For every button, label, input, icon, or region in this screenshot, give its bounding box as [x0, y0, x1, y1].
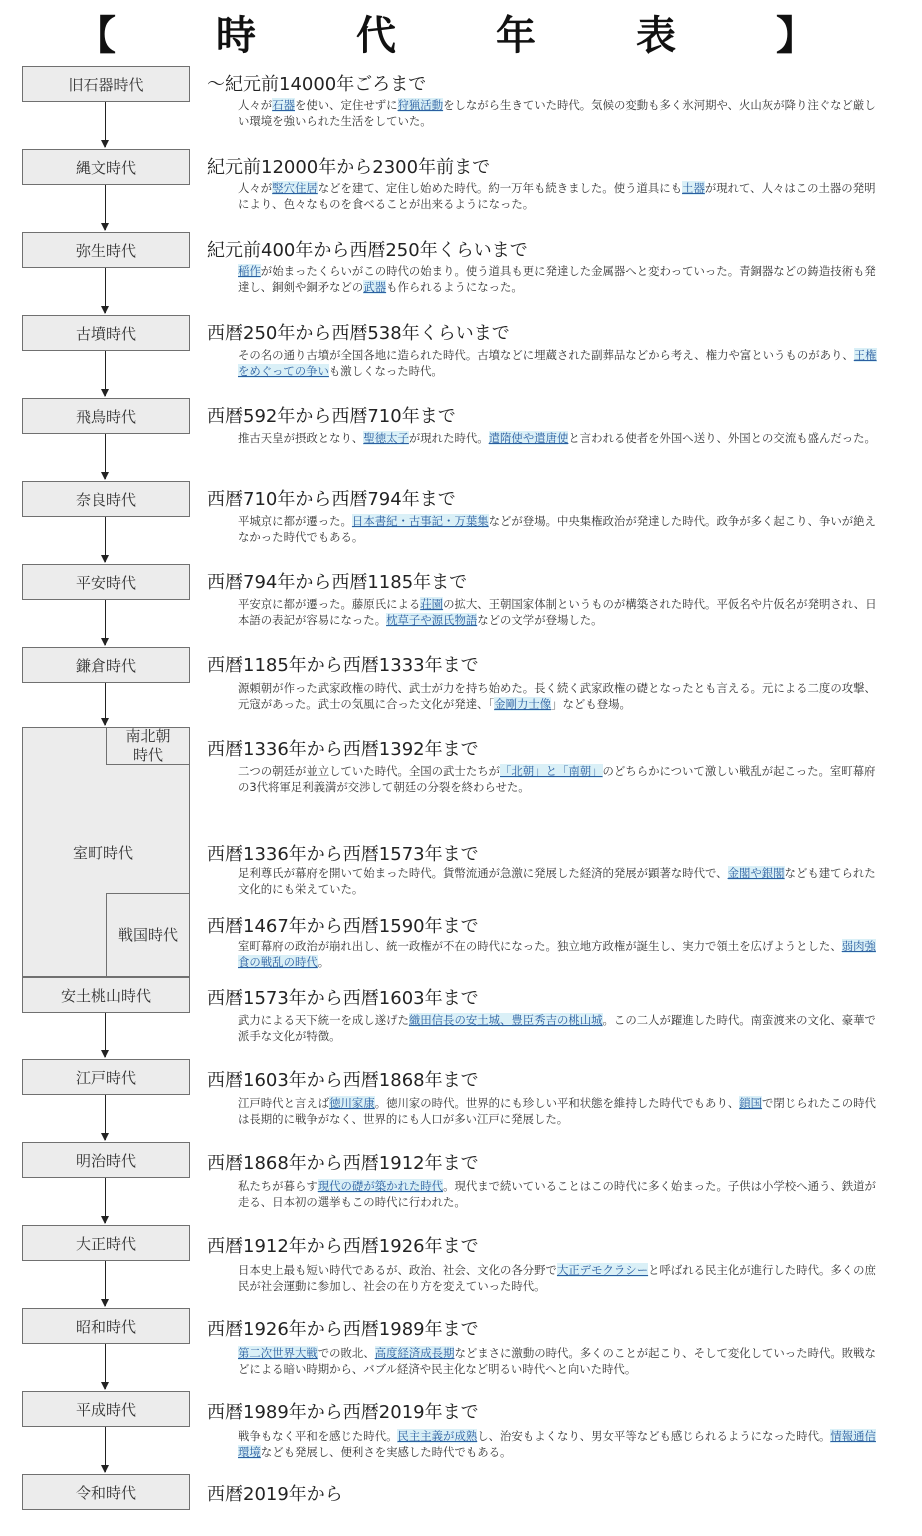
era-description-yayoi [238, 263, 878, 295]
keyword-link[interactable]: 鎖国 [739, 1096, 763, 1110]
era-name: 南北朝 時代 [125, 727, 171, 764]
era-description-edo [238, 1095, 878, 1127]
desc-text: をしながら生きていた時代。気候の変動も多く氷河期や、火山灰が降り注ぐなど厳しい環境を強いられた生活をしていた。 [238, 98, 876, 128]
era-name: 縄文時代 [75, 158, 136, 177]
desc-text: が現れて、人々はこの土器の発明により、色々なものを食べることが出来るようになった。 [238, 181, 876, 211]
era-name: 古墳時代 [75, 324, 136, 343]
era-description-paleolithic [238, 97, 878, 129]
era-description-azuchi-momoyama [238, 1012, 878, 1044]
era-description-kamakura [238, 680, 878, 712]
era-box-kofun [22, 315, 190, 351]
desc-text: も作られるようになった。 [386, 280, 523, 294]
flow-arrow [105, 268, 106, 313]
era-period-azuchi-momoyama: 西暦1573年から西暦1603年まで [207, 988, 479, 1009]
desc-text: が現れた時代。 [408, 431, 489, 445]
era-period-asuka: 西暦592年から西暦710年まで [207, 406, 456, 427]
era-box-edo [22, 1059, 190, 1095]
desc-text: などを建て、定住し始めた時代。約一万年も続きました。使う道具にも [317, 181, 683, 195]
era-box-jomon [22, 149, 190, 185]
era-description-heian [238, 596, 878, 628]
era-period-jomon: 紀元前12000年から2300年前まで [207, 157, 491, 178]
desc-text: 源頼朝が作った武家政権の時代、武士が力を持ち始めた。長く続く武家政権の礎となったとも言える。元による二度の攻撃、元寇があった。武士の気風に合った文化が発達、「 [238, 681, 876, 711]
desc-text: 。 [317, 955, 330, 969]
desc-text: 私たちが暮らす [238, 1179, 318, 1193]
era-period-showa: 西暦1926年から西暦1989年まで [207, 1319, 479, 1340]
keyword-link[interactable]: 狩猟活動 [397, 98, 444, 112]
flow-arrow [105, 517, 106, 562]
keyword-link[interactable]: 武器 [363, 280, 387, 294]
era-box-yayoi [22, 232, 190, 268]
era-name: 奈良時代 [75, 490, 136, 509]
era-period-yayoi: 紀元前400年から西暦250年くらいまで [207, 240, 528, 261]
era-box-heisei [22, 1391, 190, 1427]
era-name: 平成時代 [75, 1400, 136, 1419]
desc-text: し、治安もよくなり、男女平等なども感じられるようになった時代。 [477, 1429, 831, 1443]
era-description-kofun [238, 347, 878, 379]
desc-text: 二つの朝廷が並立していた時代。全国の武士たちが [238, 764, 500, 778]
desc-text: 。この二人が躍進した時代。南蛮渡来の文化、豪華で派手な文化が特徴。 [238, 1013, 876, 1043]
flow-arrow [105, 434, 106, 479]
desc-text: 。現代まで続いていることはこの時代に多く始まった。子供は小学校へ通う、鉄道が走る、日本初の選挙もこの時代に行われた。 [238, 1179, 876, 1209]
keyword-link[interactable]: 王権をめぐっての争い [238, 348, 877, 378]
keyword-link[interactable]: 徳川家康 [329, 1096, 375, 1110]
keyword-link[interactable]: 現代の礎が築かれた時代 [317, 1179, 444, 1193]
flow-arrow [105, 1344, 106, 1389]
desc-text: を使い、定住せずに [294, 98, 398, 112]
era-box-heian [22, 564, 190, 600]
era-period-taisho: 西暦1912年から西暦1926年まで [207, 1236, 479, 1257]
desc-text: などの文学が登場した。 [477, 613, 603, 627]
keyword-link[interactable]: 土器 [682, 181, 705, 195]
flow-arrow [105, 185, 106, 230]
keyword-link[interactable]: 聖徳太子 [363, 431, 409, 445]
desc-text: 平安京に都が遷った。藤原氏による [238, 597, 421, 611]
era-name: 鎌倉時代 [75, 656, 136, 675]
keyword-link[interactable]: 金剛力士像 [494, 697, 552, 711]
era-name: 室町時代 [73, 843, 134, 862]
desc-text: のどちらかについて激しい戦乱が起こった。室町幕府の3代将軍足利義満が交渉して朝廷の分裂を終わらせた。 [238, 764, 876, 794]
era-description-jomon [238, 180, 878, 212]
desc-text: 江戸時代と言えば [238, 1096, 330, 1110]
desc-text: 」なども登場。 [551, 697, 631, 711]
desc-text: 武力による天下統一を成し遂げた [238, 1013, 409, 1027]
era-period-meiji: 西暦1868年から西暦1912年まで [207, 1153, 479, 1174]
keyword-link[interactable]: 稲作 [238, 264, 261, 278]
era-period-reiwa: 西暦2019年から [207, 1484, 343, 1505]
era-description-nara [238, 513, 878, 545]
flow-arrow [105, 102, 106, 147]
era-period-heian: 西暦794年から西暦1185年まで [207, 572, 468, 593]
keyword-link[interactable]: 情報通信環境 [238, 1429, 876, 1459]
keyword-link[interactable]: 弱肉強食の戦乱の時代 [238, 939, 876, 969]
desc-text: 推古天皇が摂政となり、 [238, 431, 364, 445]
keyword-link[interactable]: 民主主義が成熟 [397, 1429, 478, 1443]
era-period-heisei: 西暦1989年から西暦2019年まで [207, 1402, 479, 1423]
era-name: 昭和時代 [75, 1317, 136, 1336]
desc-text: と言われる使者を外国へ送り、外国との交流も盛んだった。 [568, 431, 876, 445]
keyword-link[interactable]: 枕草子や源氏物語 [386, 613, 478, 627]
era-period-edo: 西暦1603年から西暦1868年まで [207, 1070, 479, 1091]
desc-text: などが登場。中央集権政治が発達した時代。政争が多く起こり、争いが絶えなかった時代でもある。 [238, 514, 876, 544]
desc-text: 室町幕府の政治が崩れ出し、統一政権が不在の時代になった。独立地方政権が誕生し、実力で領土を広げようとした、 [238, 939, 842, 953]
keyword-link[interactable]: 織田信長の安土城、豊臣秀吉の桃山城 [408, 1013, 603, 1027]
flow-arrow [105, 1427, 106, 1472]
era-name: 安土桃山時代 [60, 986, 151, 1005]
page-title: 【 時 代 年 表 】 [76, 12, 846, 59]
keyword-link[interactable]: 石器 [272, 98, 295, 112]
era-box-asuka [22, 398, 190, 434]
desc-text: と呼ばれる民主化が進行した時代。多くの庶民が社会運動に参加し、社会の在り方を変えていった時代。 [238, 1263, 876, 1293]
era-box-meiji [22, 1142, 190, 1178]
era-period-nara: 西暦710年から西暦794年まで [207, 489, 456, 510]
desc-text: での敗北、 [317, 1346, 375, 1360]
era-box-sengoku [106, 893, 190, 977]
flow-arrow [105, 351, 106, 396]
keyword-link[interactable]: 「北朝」と「南朝」 [500, 764, 603, 778]
era-period-kofun: 西暦250年から西暦538年くらいまで [207, 323, 510, 344]
era-box-kamakura [22, 647, 190, 683]
era-name: 飛鳥時代 [75, 407, 136, 426]
era-name: 弥生時代 [75, 241, 136, 260]
desc-text: 日本史上最も短い時代であるが、政治、社会、文化の各分野で [238, 1263, 557, 1277]
desc-text: などまさに激動の時代。多くのことが起こり、そして変化していった時代。敗戦などによる暗い時期から、バブル経済や民主化など明るい時代へと向いた時代。 [238, 1346, 876, 1376]
desc-text: 足利尊氏が幕府を開いて始まった時代。貨幣流通が急激に発展した経済的発展が顕著な時代で、 [238, 866, 728, 880]
keyword-link[interactable]: 荘園 [420, 597, 444, 611]
era-period-paleolithic: 〜紀元前14000年ごろまで [207, 74, 427, 95]
era-period-nanbokucho: 西暦1336年から西暦1392年まで [207, 739, 479, 760]
desc-text: なども発展し、便利さを実感した時代でもある。 [260, 1445, 512, 1459]
flow-arrow [105, 1261, 106, 1306]
desc-text: 戦争もなく平和を感じた時代。 [238, 1429, 398, 1443]
flow-arrow [105, 1013, 106, 1057]
era-box-reiwa [22, 1474, 190, 1510]
keyword-link[interactable]: 第二次世界大戦 [238, 1346, 318, 1360]
era-description-meiji [238, 1178, 878, 1210]
era-name: 大正時代 [75, 1234, 136, 1253]
era-description-nanbokucho [238, 763, 878, 795]
desc-text: その名の通り古墳が全国各地に造られた時代。古墳などに埋蔵された副葬品などから考え、権力や富というものがあり、 [238, 348, 854, 362]
era-description-muromachi [238, 865, 878, 897]
era-box-paleolithic [22, 66, 190, 102]
desc-text: が始まったくらいがこの時代の始まり。使う道具も更に発達した金属器へと変わっていった。青銅器などの鋳造技術も発達し、銅剣や銅矛などの [238, 264, 876, 294]
era-name: 旧石器時代 [68, 75, 144, 94]
desc-text: の拡大、王朝国家体制というものが構築された時代。平仮名や片仮名が発明され、日本語の表記が容易になった。 [238, 597, 877, 627]
era-description-sengoku [238, 938, 878, 970]
era-name: 平安時代 [75, 573, 136, 592]
keyword-link[interactable]: 金閣や銀閣 [727, 866, 785, 880]
era-box-nanbokucho [106, 727, 190, 765]
era-period-muromachi: 西暦1336年から西暦1573年まで [207, 844, 479, 865]
era-period-sengoku: 西暦1467年から西暦1590年まで [207, 916, 479, 937]
keyword-link[interactable]: 大正デモクラシー [556, 1263, 649, 1277]
era-name: 江戸時代 [75, 1068, 136, 1087]
flow-arrow [105, 1178, 106, 1223]
flow-arrow [105, 683, 106, 725]
flow-arrow [105, 600, 106, 645]
era-box-azuchi-momoyama [22, 977, 190, 1013]
desc-text: 人々が [238, 98, 273, 112]
era-description-asuka [238, 430, 878, 446]
keyword-link[interactable]: 竪穴住居 [272, 181, 318, 195]
era-name: 令和時代 [75, 1483, 136, 1502]
keyword-link[interactable]: 高度経済成長期 [374, 1346, 455, 1360]
desc-text: なども建てられた文化的にも栄えていた。 [238, 866, 876, 896]
era-description-taisho [238, 1262, 878, 1294]
flow-arrow [105, 1095, 106, 1140]
era-box-showa [22, 1308, 190, 1344]
desc-text: 平城京に都が遷った。 [238, 514, 352, 528]
desc-text: 。徳川家の時代。世界的にも珍しい平和状態を維持した時代でもあり、 [374, 1096, 740, 1110]
keyword-link[interactable]: 遣隋使や遣唐使 [488, 431, 569, 445]
era-box-nara [22, 481, 190, 517]
desc-text: 人々が [238, 181, 273, 195]
era-name: 明治時代 [75, 1151, 136, 1170]
desc-text: で閉じられたこの時代は長期的に戦争がなく、世界的にも人口が多い江戸に発展した。 [238, 1096, 876, 1126]
era-period-kamakura: 西暦1185年から西暦1333年まで [207, 655, 479, 676]
era-description-showa [238, 1345, 878, 1377]
keyword-link[interactable]: 日本書紀・古事記・万葉集 [351, 514, 489, 528]
era-box-taisho [22, 1225, 190, 1261]
era-name: 戦国時代 [117, 925, 178, 944]
era-description-heisei [238, 1428, 878, 1460]
desc-text: も激しくなった時代。 [328, 364, 443, 378]
